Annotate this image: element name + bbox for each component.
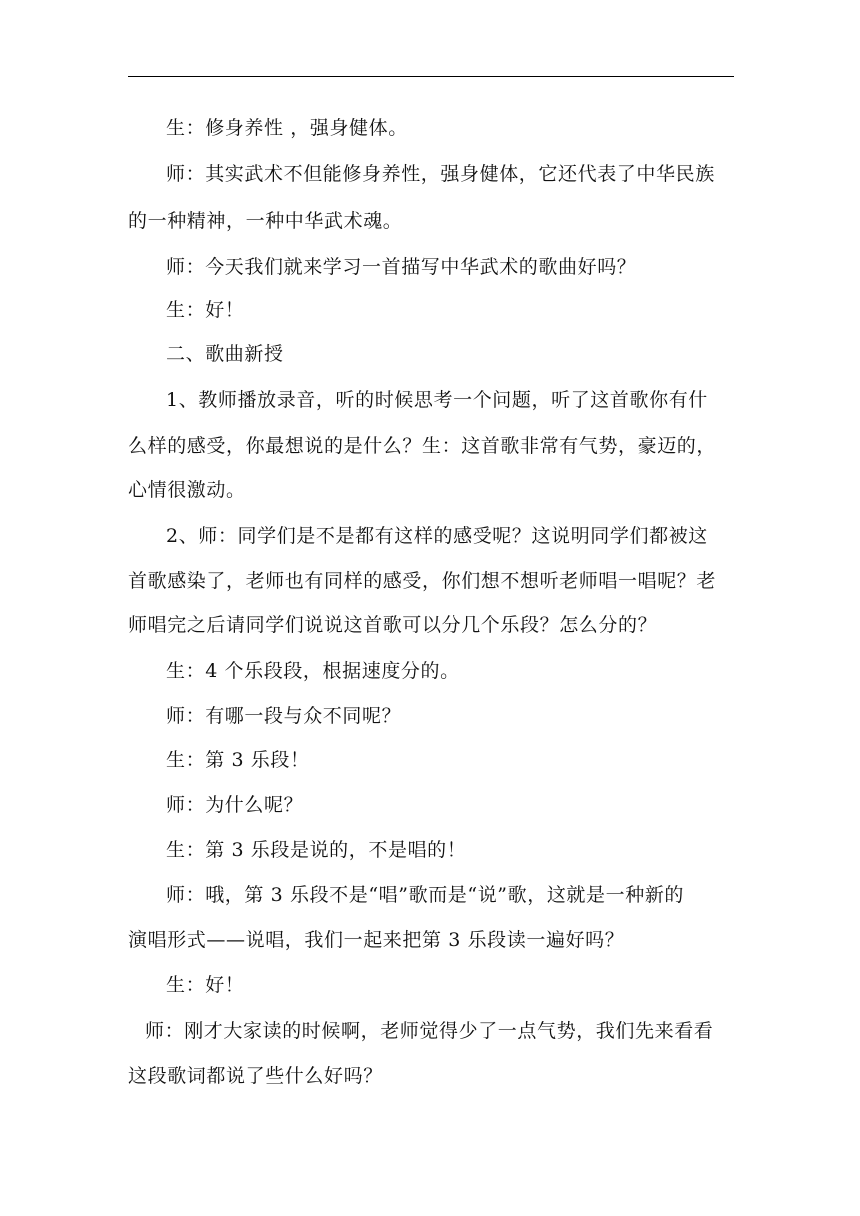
header-rule [128,76,734,77]
text-line: 师：哦，第 3 乐段不是“唱”歌而是“说”歌，这就是一种新的 [166,884,685,906]
text-line: 演唱形式——说唱，我们一起来把第 3 乐段读一遍好吗？ [128,929,625,951]
text-line: 师：刚才大家读的时候啊，老师觉得少了一点气势，我们先来看看 [145,1020,714,1042]
text-line: 生：修身养性 ，强身健体。 [166,117,408,139]
text-line: 首歌感染了，老师也有同样的感受，你们想不想听老师唱一唱呢？老 [128,570,717,592]
text-line: 师唱完之后请同学们说说这首歌可以分几个乐段？怎么分的？ [128,614,658,636]
text-line: 生：第 3 乐段是说的，不是唱的！ [166,839,467,861]
section-heading: 二、歌曲新授 [166,343,284,365]
text-line: 的一种精神，一种中华武术魂。 [128,210,403,232]
text-line: 生：4 个乐段段，根据速度分的。 [166,660,460,682]
text-line: 这段歌词都说了些什么好吗？ [128,1065,383,1087]
text-line: 师：有哪一段与众不同呢？ [166,705,402,727]
text-line: 师：其实武术不但能修身养性，强身健体，它还代表了中华民族 [166,163,715,185]
text-line: 么样的感受，你最想说的是什么？生：这首歌非常有气势，豪迈的， [128,435,717,457]
text-line: 生：好！ [166,299,245,321]
text-line: 师：为什么呢？ [166,794,304,816]
text-line: 师：今天我们就来学习一首描写中华武术的歌曲好吗？ [166,256,637,278]
text-line: 1、教师播放录音，听的时候思考一个问题，听了这首歌你有什 [166,389,708,411]
text-line: 心情很激动。 [128,479,246,501]
text-line: 生：第 3 乐段！ [166,749,310,771]
text-line: 生：好！ [166,974,245,996]
text-line: 2、师：同学们是不是都有这样的感受呢？这说明同学们都被这 [166,525,708,547]
